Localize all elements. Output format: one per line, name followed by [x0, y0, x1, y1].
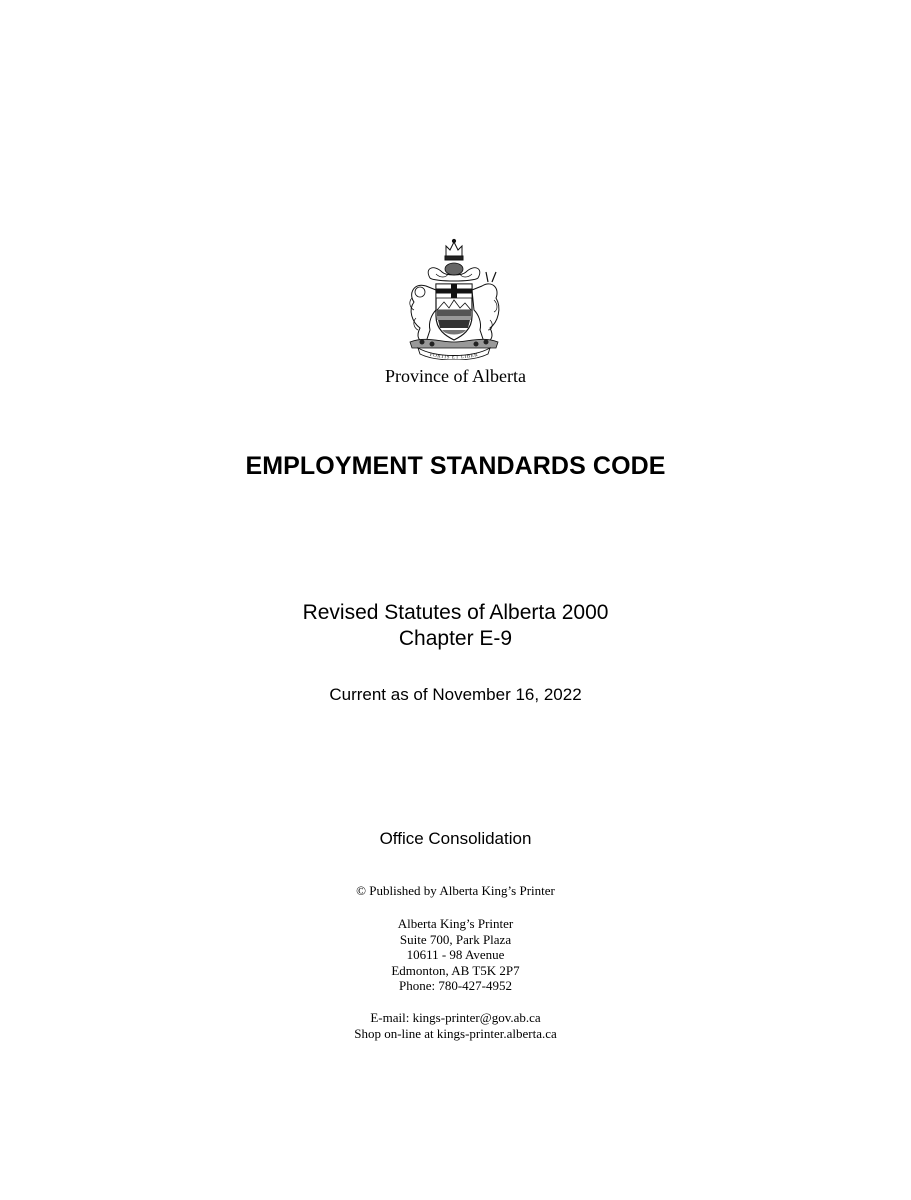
chapter-reference: Chapter E-9 [398, 627, 513, 650]
document-title: EMPLOYMENT STANDARDS CODE [245, 452, 666, 480]
address-line: Suite 700, Park Plaza [399, 931, 512, 947]
address-line: Alberta King’s Printer [397, 916, 514, 931]
province-name: Province of Alberta [385, 366, 526, 386]
current-as-of-date: Current as of November 16, 2022 [329, 685, 582, 704]
consolidation-label: Office Consolidation [379, 829, 532, 848]
contact-info [0, 1010, 911, 1041]
email-address: E-mail: kings-printer@gov.ab.ca [370, 1010, 541, 1025]
phone-number: Phone: 780-427-4952 [398, 978, 513, 993]
address-line: Edmonton, AB T5K 2P7 [391, 962, 520, 978]
publisher-notice: © Published by Alberta King’s Printer [356, 883, 555, 898]
statutes-reference: Revised Statutes of Alberta 2000 [302, 601, 609, 624]
alberta-coat-of-arms-icon [396, 238, 512, 360]
publisher-address [0, 916, 911, 994]
crest-motto: FORTIS ET LIBER [429, 352, 479, 360]
address-line: 10611 - 98 Avenue [406, 947, 505, 962]
shop-online-link: Shop on-line at kings-printer.alberta.ca [354, 1025, 557, 1041]
